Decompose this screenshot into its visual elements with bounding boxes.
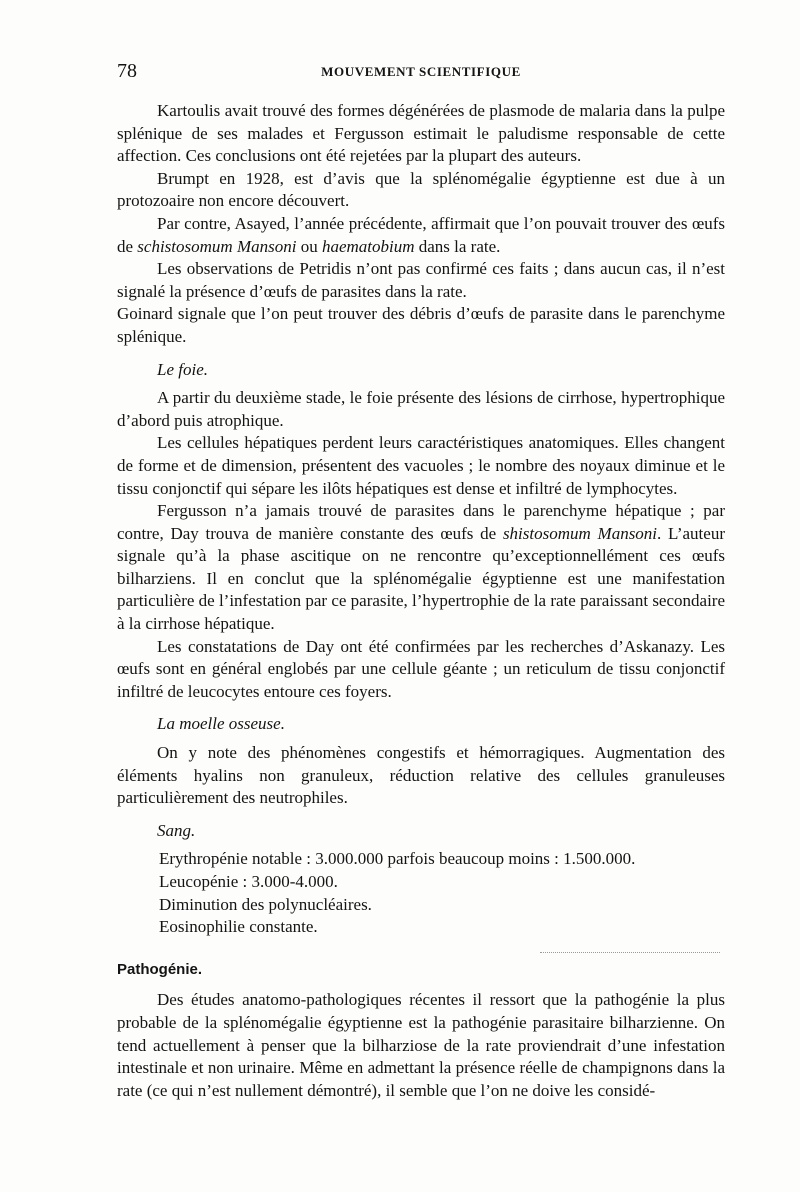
page-number: 78 xyxy=(117,60,137,82)
sang-list-item: Leucopénie : 3.000-4.000. xyxy=(159,872,338,891)
paragraph: Brumpt en 1928, est d’avis que la splénomégalie égyptienne est due à un protozoaire non encore découvert. xyxy=(117,168,725,211)
text-run: ou xyxy=(296,236,322,256)
italic-term: haematobium xyxy=(321,236,415,256)
page-header xyxy=(117,60,725,84)
paragraph: Les cellules hépatiques perdent leurs caractéristiques anatomiques. Elles changent de forme et de dimension, présentent des vacuoles ; le nombre des noyaux diminue et le tissu conjonctif qui sépare les ilôts hépatiques est dense et infiltré de lymphocytes. xyxy=(117,433,725,498)
paragraph: Kartoulis avait trouvé des formes dégénérées de plasmode de malaria dans la pulpe splénique de ses malades et Fergusson estimait le paludisme responsable de cette affection. Ces conclusions ont été rejetées par la plupart des auteurs. xyxy=(117,101,725,166)
italic-term: shistosomum Mansoni xyxy=(502,523,658,543)
text-run: dans la rate. xyxy=(414,236,501,256)
paragraph xyxy=(117,213,725,258)
sang-list-item: Diminution des polynucléaires. xyxy=(159,894,372,914)
italic-term: schistosomum Mansoni xyxy=(137,236,297,256)
section-title-pathogenie: Pathogénie. xyxy=(117,960,203,978)
text-run: Fergusson n’a jamais trouvé de parasites dans le parenchyme hépatique ; par contre, Day trouva de manière constante des œufs de xyxy=(117,501,725,543)
section-title-sang: Sang. xyxy=(157,820,196,840)
section-title-foie: Le foie. xyxy=(157,359,208,379)
paragraph: Les constatations de Day ont été confirmées par les recherches d’Askanazy. Les œufs sont en général englobés par une cellule géante ; un reticulum de tissu conjonctif infiltré de leucocytes entoure ces foyers. xyxy=(117,636,725,701)
sang-list-item: Erythropénie notable : 3.000.000 parfois beaucoup moins : 1.500.000. xyxy=(159,849,636,869)
paragraph: On y note des phénomènes congestifs et hémorragiques. Augmentation des éléments hyalins non granuleux, réduction relative des cellules granuleuses particulièrement des neutrophiles. xyxy=(117,743,725,808)
text-run: Par contre, Asayed, l’année précédente, affirmait que l’on pouvait trouver des œufs de xyxy=(117,213,725,256)
paragraph: Des études anatomo-pathologiques récentes il ressort que la pathogénie la plus probable de la splénomégalie égyptienne est la pathogénie parasitaire bilharzienne. On tend actuellement à penser que la bilharziose de la rate proviendrait d’une infestation intestinale et non urinaire. Même en admettant la présence réelle de champignons dans la rate (ce qui n’est nullement démontré), il semble que l’on ne doive les considé- xyxy=(117,990,725,1100)
sang-list-item: Eosinophilie constante. xyxy=(159,917,318,937)
dotted-separator xyxy=(540,952,720,953)
paragraph xyxy=(117,500,725,636)
section-title-moelle: La moelle osseuse. xyxy=(157,714,285,734)
text-run: . L’auteur signale qu’à la phase ascitique on ne rencontre qu’exceptionnellément ces œufs bilharziens. Il en conclut que la splénomégalie égyptienne est une manifestation particulière de l’infestation par ce parasite, l’hypertrophie de la rate paraissant secondaire à la cirrhose hépatique. xyxy=(117,523,725,634)
paragraph: Les observations de Petridis n’ont pas confirmé ces faits ; dans aucun cas, il n’est signalé la présence d’œufs de parasites dans la rate. xyxy=(117,259,725,301)
paragraph: A partir du deuxième stade, le foie présente des lésions de cirrhose, hypertrophique d’abord puis atrophique. xyxy=(117,388,725,430)
running-title: MOUVEMENT SCIENTIFIQUE xyxy=(321,64,521,79)
paragraph: Goinard signale que l’on peut trouver des débris d’œufs de parasite dans le parenchyme splénique. xyxy=(117,304,725,346)
